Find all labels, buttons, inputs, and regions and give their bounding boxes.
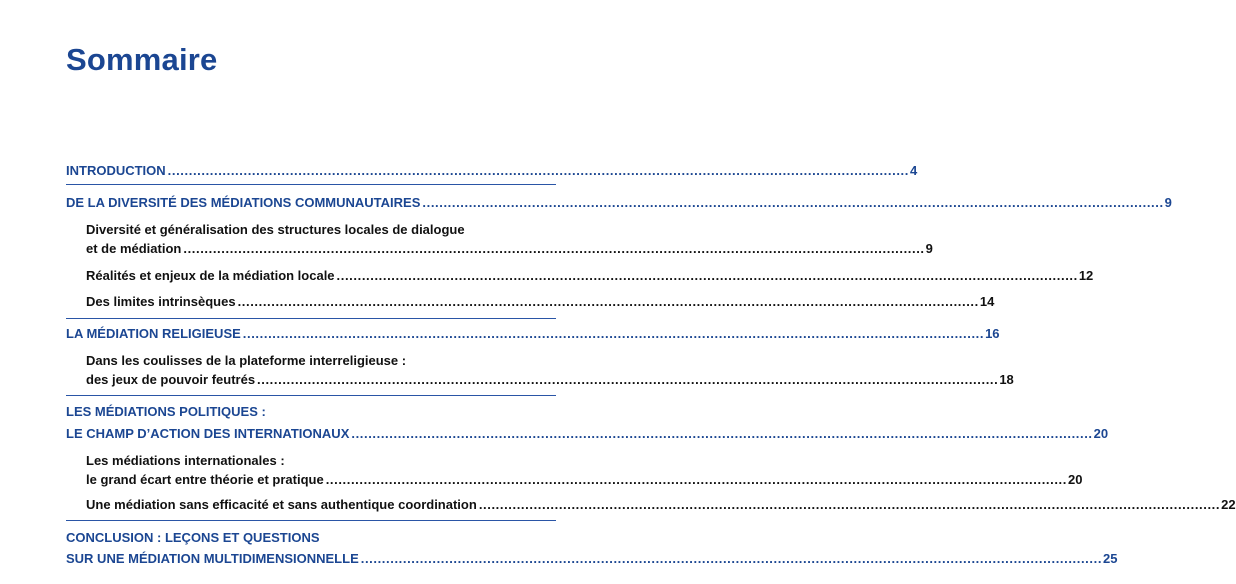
toc-section-internationales-line1[interactable] bbox=[86, 452, 556, 469]
toc-section-structures[interactable] bbox=[86, 240, 933, 257]
toc-section-label: Réalités et enjeux de la médiation locale bbox=[86, 268, 335, 283]
dot-leader: ................................................................................................................................................................................ bbox=[242, 326, 985, 341]
toc-entry-label: SUR UNE MÉDIATION MULTIDIMENSIONNELLE bbox=[66, 551, 359, 566]
toc-entry-politiques[interactable] bbox=[66, 425, 1109, 442]
toc-page-number: 16 bbox=[985, 326, 1000, 341]
toc-section-label: Dans les coulisses de la plateforme interreligieuse : bbox=[86, 353, 407, 368]
chapter-divider bbox=[66, 395, 556, 396]
dot-leader: ................................................................................................................................................................................ bbox=[478, 497, 1221, 512]
dot-leader: ................................................................................................................................................................................ bbox=[237, 294, 979, 309]
toc-section-limites[interactable] bbox=[86, 293, 995, 310]
toc-entry-diversite[interactable] bbox=[66, 194, 1172, 211]
toc-section-structures-line1[interactable] bbox=[86, 221, 556, 238]
toc-section-label: Une médiation sans efficacité et sans authentique coordination bbox=[86, 497, 477, 512]
toc-section-realites[interactable] bbox=[86, 267, 1094, 284]
dot-leader: ................................................................................................................................................................................ bbox=[325, 472, 1067, 487]
toc-entry-label: LES MÉDIATIONS POLITIQUES : bbox=[66, 404, 266, 419]
toc-page-number: 9 bbox=[1164, 195, 1172, 210]
toc-page-number: 4 bbox=[909, 163, 918, 178]
toc-page-number: 20 bbox=[1093, 426, 1109, 441]
toc-section-label: le grand écart entre théorie et pratique bbox=[86, 472, 324, 487]
toc-section-coulisses-line1[interactable] bbox=[86, 352, 556, 369]
toc-section-label: des jeux de pouvoir feutrés bbox=[86, 372, 256, 387]
dot-leader: ................................................................................................................................................................................ bbox=[351, 426, 1093, 441]
toc-entry-label: CONCLUSION : LEÇONS ET QUESTIONS bbox=[66, 530, 320, 545]
toc-entry-label: LA MÉDIATION RELIGIEUSE bbox=[66, 326, 241, 341]
dot-leader: ................................................................................................................................................................................ bbox=[257, 372, 999, 387]
chapter-divider bbox=[66, 520, 556, 521]
toc-page-number: 9 bbox=[925, 241, 933, 256]
toc-page-number: 22 bbox=[1221, 497, 1236, 512]
toc-section-label: Les médiations internationales : bbox=[86, 453, 285, 468]
toc-entry-label: DE LA DIVERSITÉ DES MÉDIATIONS COMMUNAUTAIRES bbox=[66, 195, 421, 210]
toc-page-number: 14 bbox=[979, 294, 995, 309]
toc-section-coordination[interactable] bbox=[86, 496, 1236, 513]
toc-entry-label: LE CHAMP D’ACTION DES INTERNATIONAUX bbox=[66, 426, 350, 441]
dot-leader: ................................................................................................................................................................................ bbox=[422, 195, 1164, 210]
toc-entry-conclusion[interactable] bbox=[66, 550, 1118, 567]
toc-entry-conclusion-line1[interactable] bbox=[66, 529, 556, 546]
dot-leader: ................................................................................................................................................................................ bbox=[183, 241, 925, 256]
chapter-divider bbox=[66, 318, 556, 319]
toc-entry-label: INTRODUCTION bbox=[66, 163, 166, 178]
toc-page-number: 12 bbox=[1078, 268, 1094, 283]
toc-entry-religieuse[interactable] bbox=[66, 325, 1000, 342]
toc-page-number: 18 bbox=[999, 372, 1014, 387]
toc-entry-politiques-line1[interactable] bbox=[66, 403, 556, 420]
toc-section-coulisses[interactable] bbox=[86, 371, 1014, 388]
chapter-divider bbox=[66, 184, 556, 185]
page-title: Sommaire bbox=[66, 42, 218, 77]
toc-section-label: et de médiation bbox=[86, 241, 182, 256]
dot-leader: ................................................................................................................................................................................ bbox=[336, 268, 1078, 283]
toc-page-number: 25 bbox=[1103, 551, 1118, 566]
toc-page-number: 20 bbox=[1067, 472, 1083, 487]
dot-leader: ................................................................................................................................................................................ bbox=[167, 163, 909, 178]
toc-entry-introduction[interactable] bbox=[66, 162, 918, 179]
toc-section-label: Diversité et généralisation des structures locales de dialogue bbox=[86, 222, 465, 237]
toc-section-internationales[interactable] bbox=[86, 471, 1083, 488]
dot-leader: ................................................................................................................................................................................ bbox=[360, 551, 1103, 566]
toc-section-label: Des limites intrinsèques bbox=[86, 294, 236, 309]
